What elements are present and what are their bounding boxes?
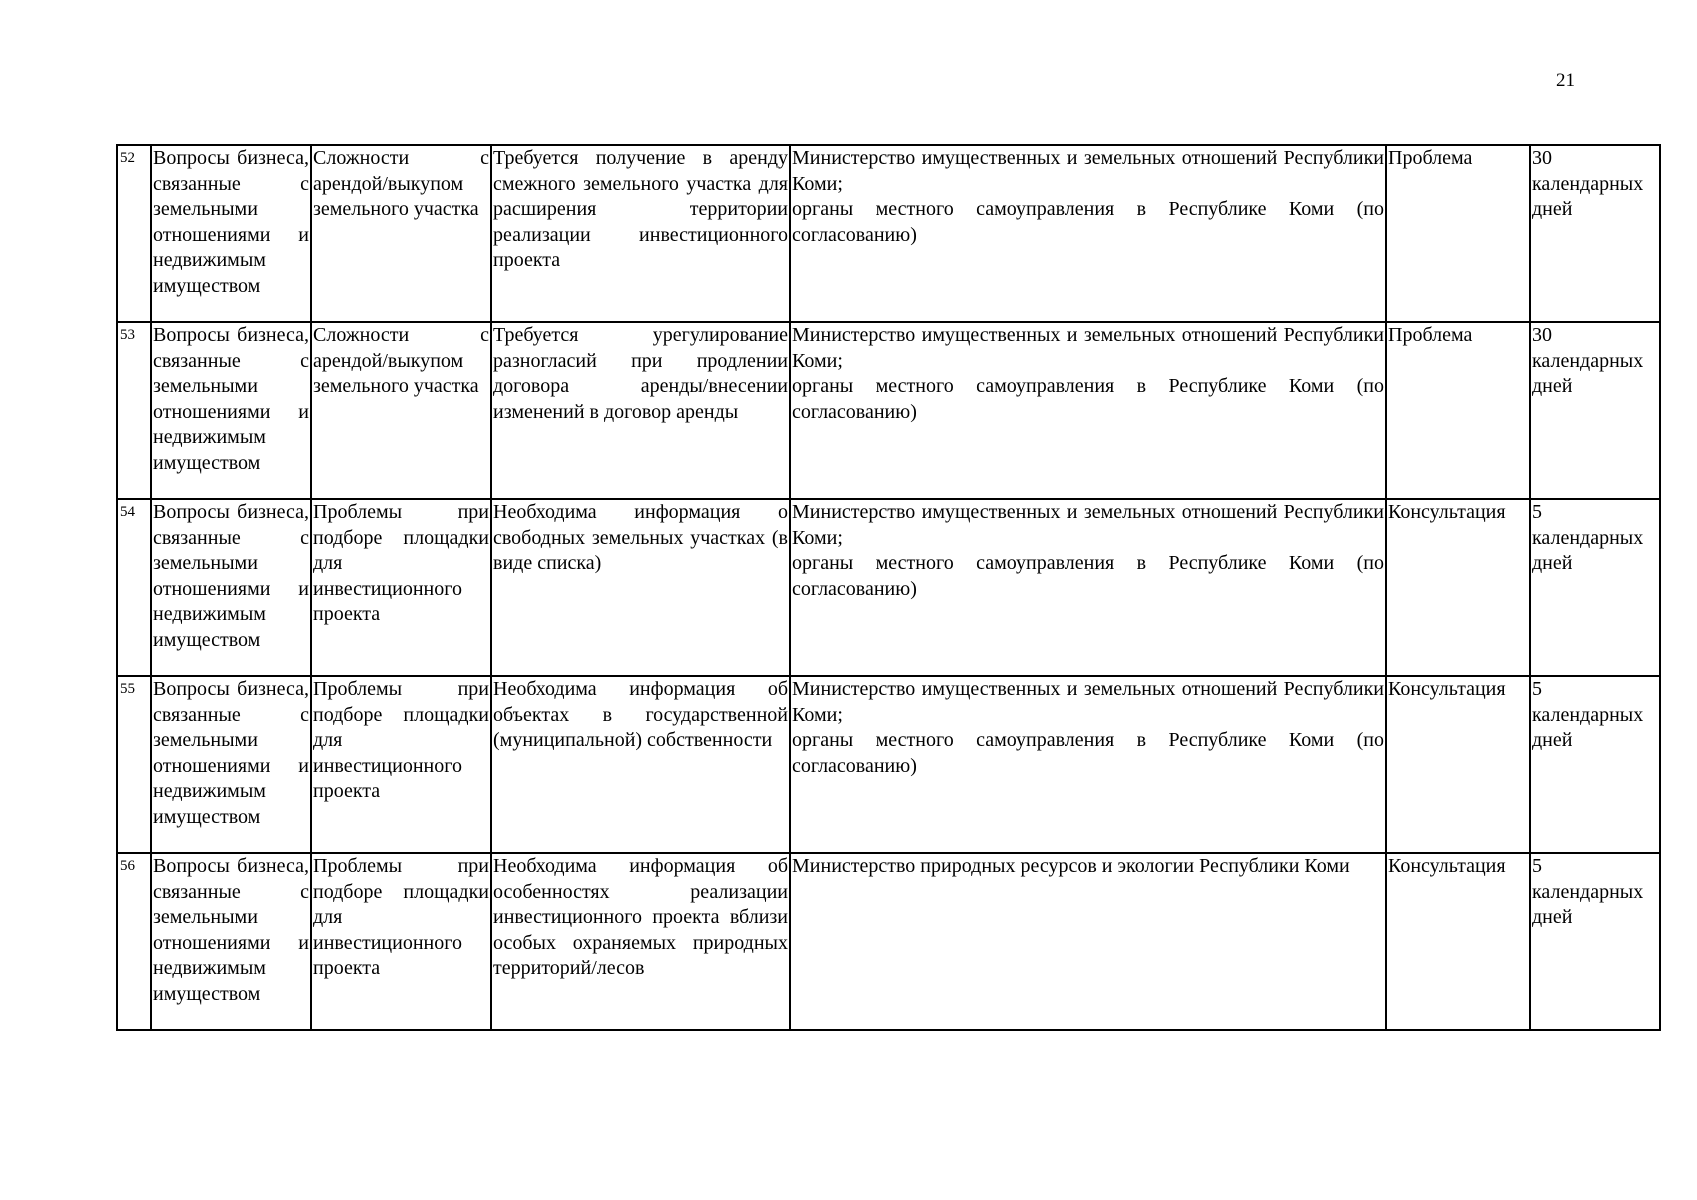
description-text: Необходима информация об особенностях реализации инвестиционного проекта вблизи особых охраняемых природных территорий/лесов <box>493 855 788 979</box>
row-number-cell <box>117 853 151 1030</box>
type-cell <box>1386 322 1530 499</box>
table-row <box>117 322 1660 499</box>
description-cell <box>491 145 790 322</box>
type-cell <box>1386 676 1530 853</box>
problem-cell <box>311 676 491 853</box>
type-cell <box>1386 145 1530 322</box>
row-number: 55 <box>120 681 135 697</box>
term-text: 5 календарных дней <box>1532 678 1644 751</box>
description-text: Необходима информация об объектах в государственной (муниципальной) собственности <box>493 678 788 751</box>
executor-cell <box>790 322 1386 499</box>
row-number-cell <box>117 676 151 853</box>
problem-text: Проблемы при подборе площадки для инвестиционного проекта <box>313 678 489 802</box>
term-text: 30 календарных дней <box>1532 324 1644 397</box>
executor-cell <box>790 676 1386 853</box>
executor-text: Министерство имущественных и земельных отношений Республики Коми; органы местного самоуправления в Республике Коми (по согласованию) <box>792 678 1384 777</box>
row-number-cell <box>117 145 151 322</box>
category-cell <box>151 322 311 499</box>
executor-text: Министерство имущественных и земельных отношений Республики Коми; органы местного самоуправления в Республике Коми (по согласованию) <box>792 501 1384 600</box>
row-number: 52 <box>120 150 135 166</box>
executor-text: Министерство имущественных и земельных отношений Республики Коми; органы местного самоуправления в Республике Коми (по согласованию) <box>792 147 1384 246</box>
category-cell <box>151 145 311 322</box>
category-cell <box>151 676 311 853</box>
category-text: Вопросы бизнеса, связанные с земельными отношениями и недвижимым имуществом <box>153 324 309 474</box>
type-cell <box>1386 499 1530 676</box>
row-number: 54 <box>120 504 135 520</box>
description-cell <box>491 499 790 676</box>
problem-text: Сложности с арендой/выкупом земельного участка <box>313 324 489 397</box>
problem-text: Проблемы при подборе площадки для инвестиционного проекта <box>313 855 489 979</box>
measures-table <box>116 144 1661 1031</box>
row-number-cell <box>117 322 151 499</box>
description-cell <box>491 853 790 1030</box>
term-text: 5 календарных дней <box>1532 855 1644 928</box>
category-text: Вопросы бизнеса, связанные с земельными отношениями и недвижимым имуществом <box>153 678 309 828</box>
problem-cell <box>311 853 491 1030</box>
table-row <box>117 676 1660 853</box>
type-text: Проблема <box>1388 324 1473 346</box>
type-cell <box>1386 853 1530 1030</box>
problem-cell <box>311 322 491 499</box>
category-cell <box>151 499 311 676</box>
type-text: Проблема <box>1388 147 1473 169</box>
type-text: Консультация <box>1388 678 1506 700</box>
problem-text: Сложности с арендой/выкупом земельного участка <box>313 147 489 220</box>
executor-cell <box>790 145 1386 322</box>
row-number: 53 <box>120 327 135 343</box>
term-text: 30 календарных дней <box>1532 147 1644 220</box>
table-row <box>117 853 1660 1030</box>
category-text: Вопросы бизнеса, связанные с земельными отношениями и недвижимым имуществом <box>153 855 309 1005</box>
executor-cell <box>790 499 1386 676</box>
page-number: 21 <box>1556 70 1575 91</box>
category-text: Вопросы бизнеса, связанные с земельными отношениями и недвижимым имуществом <box>153 501 309 651</box>
term-cell <box>1530 499 1660 676</box>
description-text: Требуется получение в аренду смежного земельного участка для расширения территории реализации инвестиционного проекта <box>493 147 788 271</box>
term-text: 5 календарных дней <box>1532 501 1644 574</box>
category-text: Вопросы бизнеса, связанные с земельными отношениями и недвижимым имуществом <box>153 147 309 297</box>
table-row <box>117 499 1660 676</box>
executor-text: Министерство природных ресурсов и экологии Республики Коми <box>792 855 1350 877</box>
term-cell <box>1530 853 1660 1030</box>
description-text: Необходима информация о свободных земельных участках (в виде списка) <box>493 501 788 574</box>
term-cell <box>1530 676 1660 853</box>
table-body <box>117 145 1660 1030</box>
type-text: Консультация <box>1388 501 1506 523</box>
row-number-cell <box>117 499 151 676</box>
row-number: 56 <box>120 858 135 874</box>
problem-cell <box>311 145 491 322</box>
problem-text: Проблемы при подборе площадки для инвестиционного проекта <box>313 501 489 625</box>
category-cell <box>151 853 311 1030</box>
term-cell <box>1530 145 1660 322</box>
type-text: Консультация <box>1388 855 1506 877</box>
description-text: Требуется урегулирование разногласий при продлении договора аренды/внесении изменений в договор аренды <box>493 324 788 423</box>
table-row <box>117 145 1660 322</box>
description-cell <box>491 676 790 853</box>
problem-cell <box>311 499 491 676</box>
term-cell <box>1530 322 1660 499</box>
description-cell <box>491 322 790 499</box>
executor-cell <box>790 853 1386 1030</box>
executor-text: Министерство имущественных и земельных отношений Республики Коми; органы местного самоуправления в Республике Коми (по согласованию) <box>792 324 1384 423</box>
